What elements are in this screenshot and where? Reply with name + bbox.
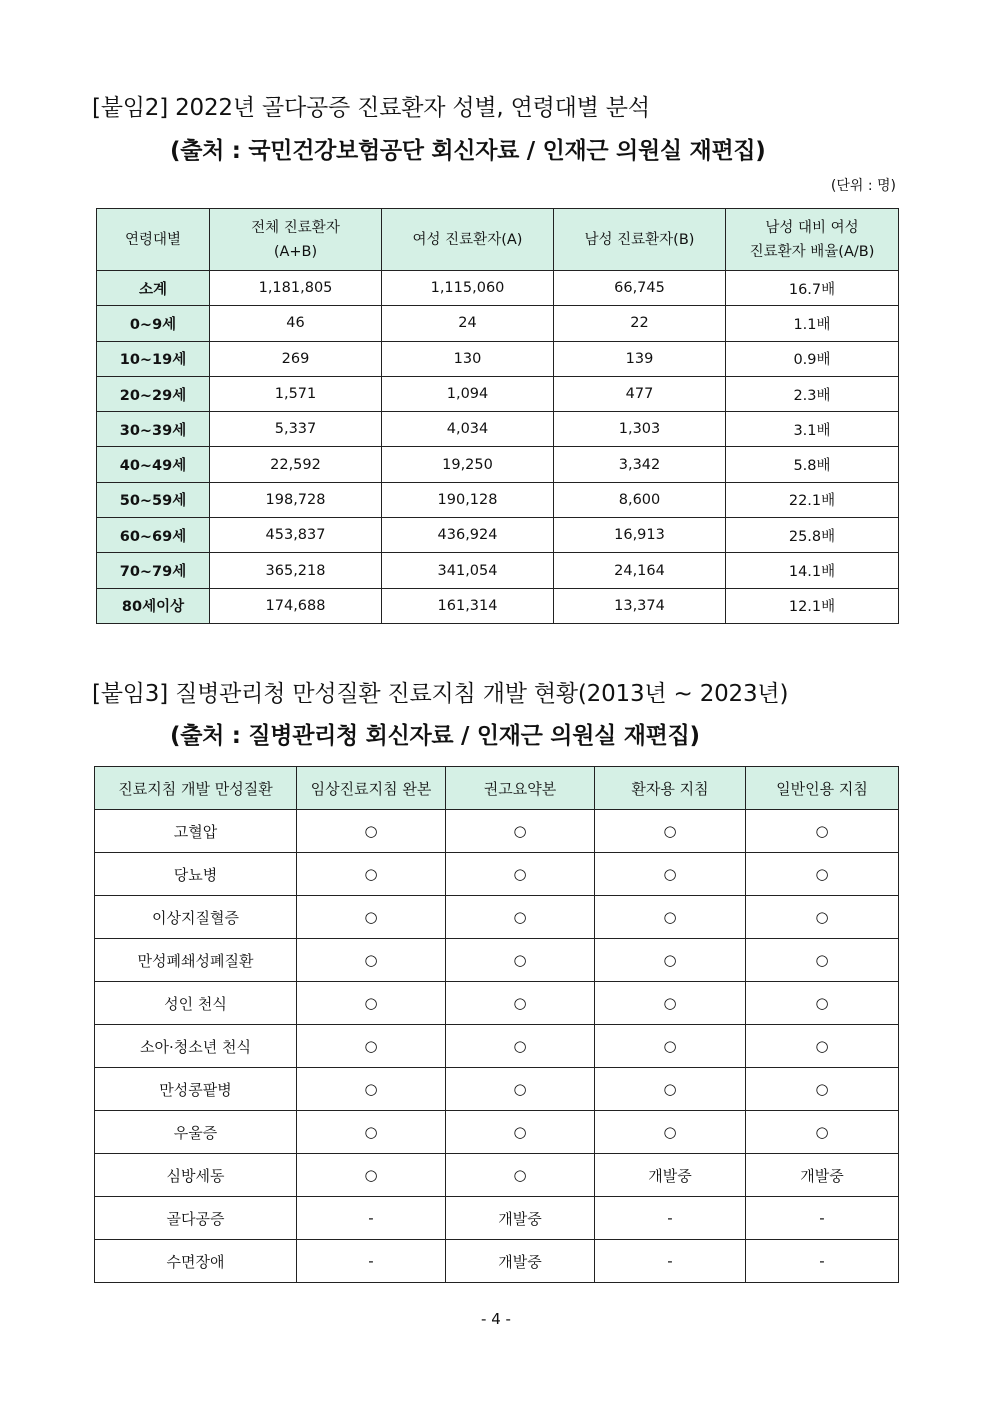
row-label: 30~39세 xyxy=(97,412,210,447)
header-ratio-line1: 남성 대비 여성 xyxy=(765,219,859,236)
column-header: 권고요약본 xyxy=(446,767,595,810)
table-cell: 13,374 xyxy=(554,588,726,623)
table-cell: 139 xyxy=(554,341,726,376)
table-cell: ○ xyxy=(297,939,446,982)
table-cell: ○ xyxy=(297,853,446,896)
table-cell: - xyxy=(746,1197,899,1240)
table-cell: - xyxy=(297,1240,446,1283)
table-cell: ○ xyxy=(446,810,595,853)
table-cell: 22 xyxy=(554,306,726,341)
table-cell: 477 xyxy=(554,376,726,411)
table-cell: 3,342 xyxy=(554,447,726,482)
table-header-row xyxy=(95,767,899,810)
table-cell: 1,115,060 xyxy=(382,271,554,306)
table-cell: 개발중 xyxy=(746,1154,899,1197)
row-label: 소계 xyxy=(97,271,210,306)
table-row xyxy=(95,853,899,896)
row-label: 80세이상 xyxy=(97,588,210,623)
row-label: 심방세동 xyxy=(95,1154,297,1197)
table-cell: 1,303 xyxy=(554,412,726,447)
header-total-line2: (A+B) xyxy=(273,243,318,260)
table-cell: ○ xyxy=(297,982,446,1025)
table-cell: ○ xyxy=(746,939,899,982)
header-total xyxy=(210,209,382,271)
section2-title: [붙임3] 질병관리청 만성질환 진료지침 개발 현황(2013년 ~ 2023년) xyxy=(92,681,789,707)
row-label: 우울증 xyxy=(95,1111,297,1154)
table-cell: 24,164 xyxy=(554,553,726,588)
table-row xyxy=(95,1154,899,1197)
section2-source: (출처 : 질병관리청 회신자료 / 인재근 의원실 재편집) xyxy=(170,723,700,749)
row-label: 10~19세 xyxy=(97,341,210,376)
table-row xyxy=(97,518,899,553)
table-row xyxy=(97,412,899,447)
table-cell: 436,924 xyxy=(382,518,554,553)
table-cell: 개발중 xyxy=(595,1154,746,1197)
row-label: 골다공증 xyxy=(95,1197,297,1240)
page-number: - 4 - xyxy=(481,1310,511,1328)
table-cell: ○ xyxy=(595,939,746,982)
table-cell: ○ xyxy=(297,1025,446,1068)
table-cell: ○ xyxy=(446,896,595,939)
table-cell: 1.1배 xyxy=(726,306,899,341)
column-header: 일반인용 지침 xyxy=(746,767,899,810)
table-cell: - xyxy=(595,1240,746,1283)
guideline-table xyxy=(94,766,899,1283)
row-label: 만성폐쇄성폐질환 xyxy=(95,939,297,982)
table-cell: - xyxy=(746,1240,899,1283)
section1-title: [붙임2] 2022년 골다공증 진료환자 성별, 연령대별 분석 xyxy=(92,95,650,121)
header-age: 연령대별 xyxy=(97,209,210,271)
table-cell: 12.1배 xyxy=(726,588,899,623)
table-cell: ○ xyxy=(746,1025,899,1068)
table-row xyxy=(95,896,899,939)
table-cell: 3.1배 xyxy=(726,412,899,447)
column-header: 환자용 지침 xyxy=(595,767,746,810)
table-cell: ○ xyxy=(595,1068,746,1111)
table-cell: ○ xyxy=(746,1068,899,1111)
table-cell: 130 xyxy=(382,341,554,376)
table-cell: 16,913 xyxy=(554,518,726,553)
table-cell: ○ xyxy=(595,810,746,853)
table-row xyxy=(97,553,899,588)
table-cell: 14.1배 xyxy=(726,553,899,588)
table-row xyxy=(97,306,899,341)
table-cell: ○ xyxy=(746,810,899,853)
table-cell: ○ xyxy=(746,853,899,896)
table-cell: 2.3배 xyxy=(726,376,899,411)
table-cell: 174,688 xyxy=(210,588,382,623)
table-row xyxy=(97,376,899,411)
table-cell: ○ xyxy=(297,896,446,939)
table-cell: 66,745 xyxy=(554,271,726,306)
table-row xyxy=(95,1240,899,1283)
table-cell: 269 xyxy=(210,341,382,376)
table-cell: ○ xyxy=(446,853,595,896)
header-female: 여성 진료환자(A) xyxy=(382,209,554,271)
table-cell: ○ xyxy=(297,1068,446,1111)
table-cell: 8,600 xyxy=(554,482,726,517)
table-cell: 46 xyxy=(210,306,382,341)
section1-source: (출처 : 국민건강보험공단 회신자료 / 인재근 의원실 재편집) xyxy=(170,138,766,164)
table-cell: ○ xyxy=(446,1025,595,1068)
row-label: 수면장애 xyxy=(95,1240,297,1283)
column-header: 임상진료지침 완본 xyxy=(297,767,446,810)
age-gender-table xyxy=(96,208,899,624)
row-label: 성인 천식 xyxy=(95,982,297,1025)
row-label: 50~59세 xyxy=(97,482,210,517)
table-cell: 25.8배 xyxy=(726,518,899,553)
table-cell: ○ xyxy=(595,853,746,896)
table-cell: 4,034 xyxy=(382,412,554,447)
table-cell: 24 xyxy=(382,306,554,341)
row-label: 40~49세 xyxy=(97,447,210,482)
table-cell: ○ xyxy=(446,1111,595,1154)
table-cell: 1,181,805 xyxy=(210,271,382,306)
header-male: 남성 진료환자(B) xyxy=(554,209,726,271)
table-cell: 개발중 xyxy=(446,1240,595,1283)
table-row xyxy=(95,939,899,982)
header-ratio xyxy=(726,209,899,271)
table-row xyxy=(95,1197,899,1240)
table-cell: ○ xyxy=(446,1068,595,1111)
table-cell: 22.1배 xyxy=(726,482,899,517)
table-cell: ○ xyxy=(595,896,746,939)
table-cell: 161,314 xyxy=(382,588,554,623)
table-row xyxy=(97,588,899,623)
unit-label: (단위 : 명) xyxy=(830,178,896,194)
row-label: 70~79세 xyxy=(97,553,210,588)
table-cell: ○ xyxy=(746,1111,899,1154)
table-cell: ○ xyxy=(595,1025,746,1068)
table-cell: 5,337 xyxy=(210,412,382,447)
table-cell: 341,054 xyxy=(382,553,554,588)
table-row xyxy=(97,341,899,376)
table-cell: ○ xyxy=(446,939,595,982)
header-total-line1: 전체 진료환자 xyxy=(251,219,340,236)
table-row xyxy=(95,1068,899,1111)
table-row xyxy=(97,482,899,517)
header-ratio-line2: 진료환자 배율(A/B) xyxy=(749,243,875,260)
table-cell: ○ xyxy=(746,982,899,1025)
table-cell: 453,837 xyxy=(210,518,382,553)
row-label: 고혈압 xyxy=(95,810,297,853)
table-row xyxy=(95,810,899,853)
table-row xyxy=(97,271,899,306)
table-header-row xyxy=(97,209,899,271)
table-cell: ○ xyxy=(297,810,446,853)
table-cell: 1,571 xyxy=(210,376,382,411)
row-label: 이상지질혈증 xyxy=(95,896,297,939)
table-row xyxy=(95,1111,899,1154)
table-cell: - xyxy=(297,1197,446,1240)
table-cell: 16.7배 xyxy=(726,271,899,306)
row-label: 20~29세 xyxy=(97,376,210,411)
row-label: 60~69세 xyxy=(97,518,210,553)
table-cell: ○ xyxy=(297,1111,446,1154)
row-label: 만성콩팥병 xyxy=(95,1068,297,1111)
row-label: 당뇨병 xyxy=(95,853,297,896)
row-label: 소아·청소년 천식 xyxy=(95,1025,297,1068)
table-cell: ○ xyxy=(595,982,746,1025)
table-row xyxy=(95,1025,899,1068)
table-row xyxy=(97,447,899,482)
table-cell: - xyxy=(595,1197,746,1240)
table-cell: 5.8배 xyxy=(726,447,899,482)
column-header: 진료지침 개발 만성질환 xyxy=(95,767,297,810)
table-cell: 198,728 xyxy=(210,482,382,517)
row-label: 0~9세 xyxy=(97,306,210,341)
table-cell: ○ xyxy=(446,982,595,1025)
table-cell: ○ xyxy=(746,896,899,939)
table-cell: ○ xyxy=(297,1154,446,1197)
table-cell: 365,218 xyxy=(210,553,382,588)
table-cell: 1,094 xyxy=(382,376,554,411)
table-cell: ○ xyxy=(595,1111,746,1154)
table-cell: 19,250 xyxy=(382,447,554,482)
table-cell: ○ xyxy=(446,1154,595,1197)
table-cell: 개발중 xyxy=(446,1197,595,1240)
table-cell: 190,128 xyxy=(382,482,554,517)
table-row xyxy=(95,982,899,1025)
table-cell: 22,592 xyxy=(210,447,382,482)
table-cell: 0.9배 xyxy=(726,341,899,376)
